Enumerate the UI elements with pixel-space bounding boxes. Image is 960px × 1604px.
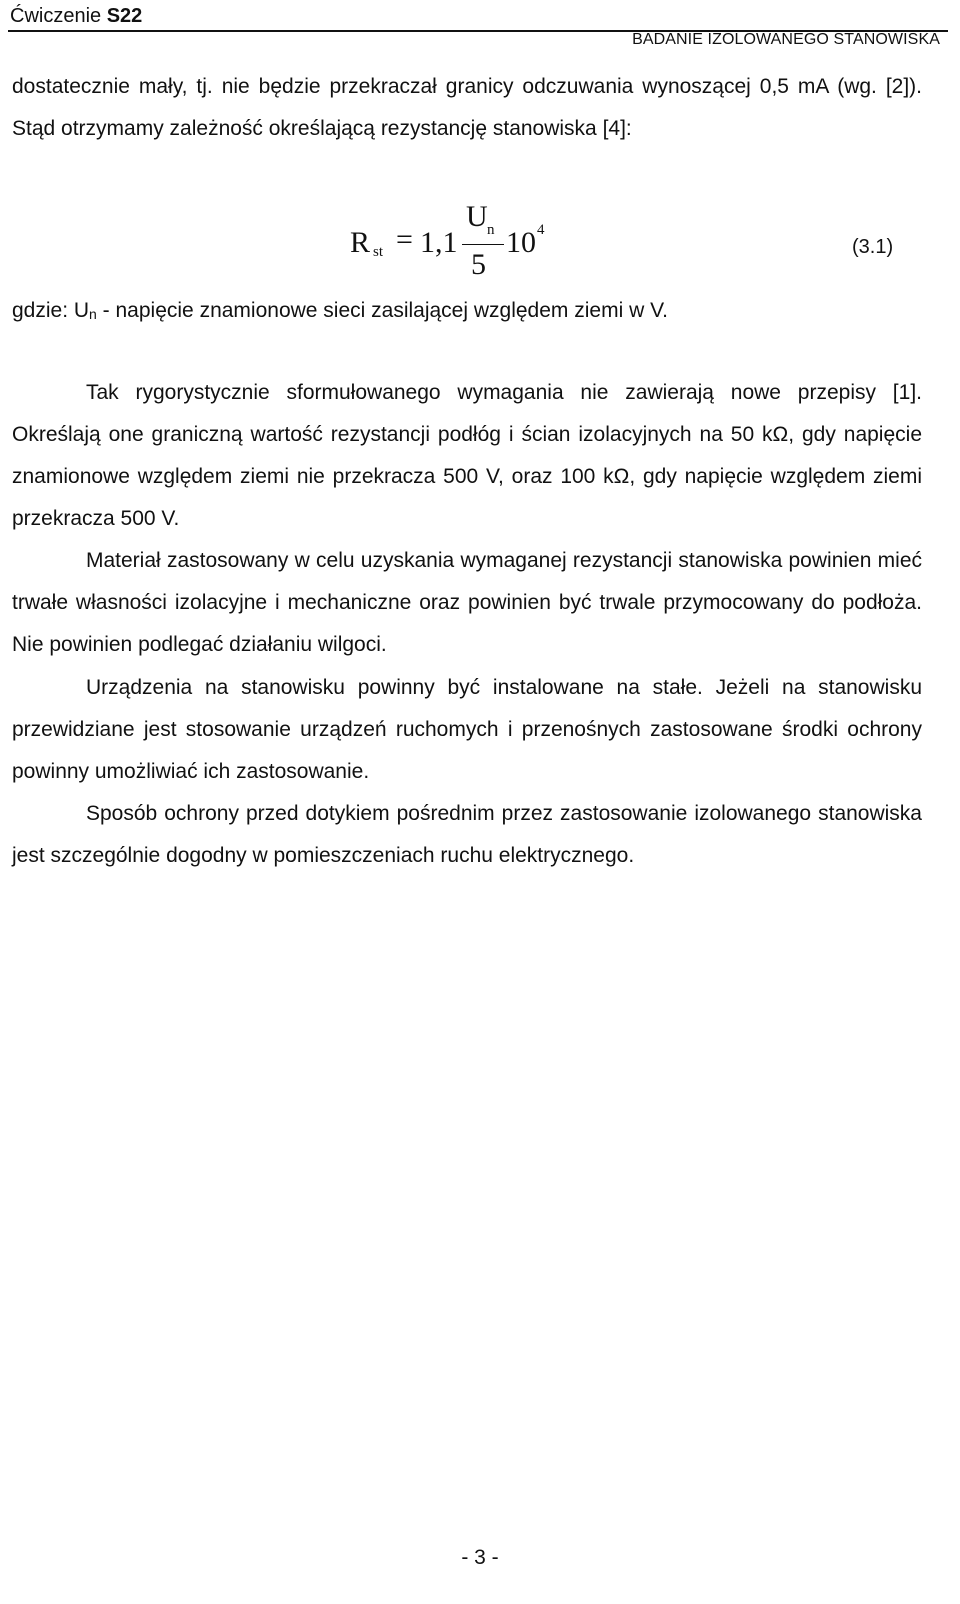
page-header [0,0,960,56]
formula-legend [12,290,668,335]
paragraph-1: dostatecznie mały, tj. nie będzie przekraczał granicy odczuwania wynoszącej 0,5 mA (wg. [2]). Stąd otrzymamy zależność określającą rezystancję stanowiska [4]: [12,75,922,140]
page-number: - 3 - [461,1546,499,1569]
formula-numerator-subscript: n [487,222,495,238]
chapter-code: S22 [106,5,143,27]
paragraph-3: Materiał zastosowany w celu uzyskania wymaganej rezystancji stanowiska powinien mieć trwałe własności izolacyjne i mechaniczne oraz powinien być trwale przymocowany do podłoża. Nie powinien podlegać działaniu wilgoci. [12,549,922,656]
chapter-prefix: Ćwiczenie [10,5,107,27]
formula-denominator: 5 [471,248,486,281]
document-title: BADANIE IZOLOWANEGO STANOWISKA [632,31,940,48]
formula-symbol-subscript: st [373,244,384,260]
formula-power-base: 10 [506,226,536,259]
formula-coefficient: 1,1 [420,226,458,259]
equation-number: (3.1) [852,236,894,258]
legend-subscript: n [89,306,97,322]
formula-symbol: R [350,226,371,259]
legend-description: - napięcie znamionowe sieci zasilającej względem ziemi w V. [96,299,668,322]
formula-equals: = [396,223,413,256]
legend-prefix: gdzie: U [12,299,90,322]
paragraph-5: Sposób ochrony przed dotykiem pośrednim przez zastosowanie izolowanego stanowiska jest szczególnie dogodny w pomieszczeniach ruchu elektrycznego. [12,802,922,867]
chapter-label [10,4,142,28]
paragraph-4: Urządzenia na stanowisku powinny być instalowane na stałe. Jeżeli na stanowisku przewidziane jest stosowanie urządzeń ruchomych i przenośnych zastosowane środki ochrony powinny umożliwiać ich zastosowanie. [12,676,922,783]
formula-numerator: U [466,200,488,233]
formula-power-exponent: 4 [537,222,545,238]
formula-3-1 [0,198,960,288]
page-footer [0,1546,960,1570]
fraction-bar [462,244,504,245]
paragraph-2: Tak rygorystycznie sformułowanego wymagania nie zawierają nowe przepisy [1]. Określają one graniczną wartość rezystancji podłóg i ścian izolacyjnych na 50 kΩ, gdy napięcie znamionowe względem ziemi nie przekracza 500 V, oraz 100 kΩ, gdy napięcie względem ziemi przekracza 500 V. [12,381,922,530]
